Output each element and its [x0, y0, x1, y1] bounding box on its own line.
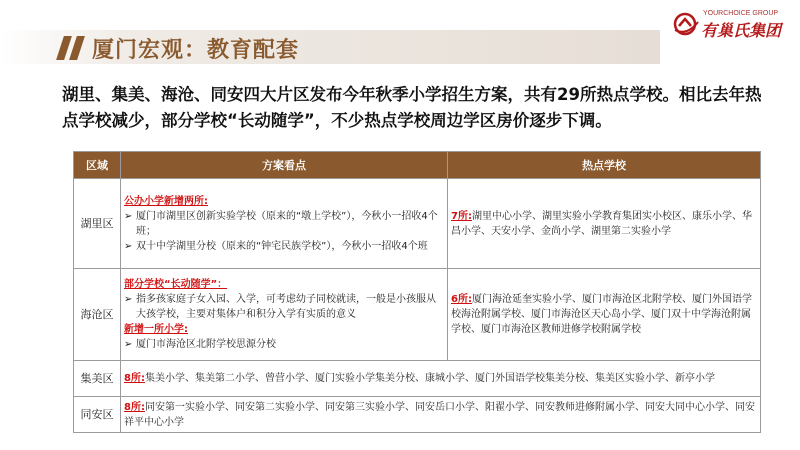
schools-cell: [121, 397, 761, 433]
table-row-haicang: [74, 269, 761, 361]
column-header-schools: 热点学校: [448, 152, 761, 179]
school-table: [73, 151, 761, 433]
schools-cell: [448, 179, 761, 269]
table-row-huli: [74, 179, 761, 269]
school-count: 8所:: [124, 401, 145, 413]
plan-item: ➢ 厦门市海沧区北附学校思源分校: [124, 339, 276, 350]
intro-paragraph: 湖里、集美、海沧、同安四大片区发布今年秋季小学招生方案，共有29所热点学校。相比去年热点学校减少，部分学校“长动随学”，不少热点学校周边学区房价逐步下调。: [62, 85, 762, 130]
plan-heading: 公办小学新增两所:: [124, 195, 208, 207]
region-cell: 集美区: [74, 361, 121, 397]
table-row-tongan: [74, 397, 761, 433]
school-list: 厦门海沧延奎实验小学、厦门市海沧区北附学校、厦门外国语学校海沧附属学校、厦门市海沧区天心岛小学、厦门双十中学海沧附属学校、厦门市海沧区教师进修学校附属学校: [451, 294, 752, 335]
school-list: 湖里中心小学、湖里实验小学教育集团实小校区、康乐小学、华昌小学、天安小学、金尚小学、湖里第二实验小学: [451, 210, 752, 237]
plan-heading: 新增一所小学:: [124, 324, 188, 335]
region-cell: 海沧区: [74, 269, 121, 361]
region-cell: 同安区: [74, 397, 121, 433]
plan-item: ➢ 双十中学湖里分校（原来的“钟宅民族学校”），今秋小一招收4个班: [124, 240, 428, 252]
school-list: 集美小学、集美第二小学、曾营小学、厦门实验小学集美分校、康城小学、厦门外国语学校集美分校、集美区实验小学、新亭小学: [144, 373, 715, 384]
school-count: 8所:: [124, 373, 145, 384]
logo-chinese-text: 有巢氏集团: [701, 21, 782, 40]
plan-cell: [121, 269, 448, 361]
school-list: 同安第一实验小学、同安第二实验小学、同安第三实验小学、同安岳口小学、阳翟小学、同安教师进修附属小学、同安大同中心小学、同安祥平中心小学: [124, 401, 755, 428]
schools-cell: [121, 361, 761, 397]
page-title: 厦门宏观：教育配套: [92, 38, 300, 63]
company-logo: [673, 10, 793, 50]
plan-heading: 部分学校“长动随学”：: [124, 279, 228, 290]
logo-english-text: YOURCHOICE GROUP: [703, 10, 779, 17]
logo-mark-icon: [673, 10, 699, 36]
table-header-row: [74, 152, 761, 179]
plan-item: ➢ 厦门市湖里区创新实验学校（原来的“墩上学校”），今秋小一招收4个班；: [124, 210, 438, 237]
school-count: 7所:: [451, 210, 472, 222]
table-row-jimei: [74, 361, 761, 397]
plan-item: ➢ 指多孩家庭子女入园、入学，可考虑幼子同校就读，一般是小孩服从大孩学校，主要对集体户和积分入学有实质的意义: [124, 294, 436, 320]
schools-cell: [448, 269, 761, 361]
column-header-region: 区域: [74, 152, 121, 179]
school-count: 6所:: [451, 294, 472, 305]
bullet-icon: ➢: [124, 339, 133, 350]
bullet-icon: ➢: [124, 294, 133, 305]
plan-cell: [121, 179, 448, 269]
region-cell: 湖里区: [74, 179, 121, 269]
column-header-plan: 方案看点: [121, 152, 448, 179]
bullet-icon: ➢: [124, 210, 133, 222]
bullet-icon: ➢: [124, 240, 133, 252]
